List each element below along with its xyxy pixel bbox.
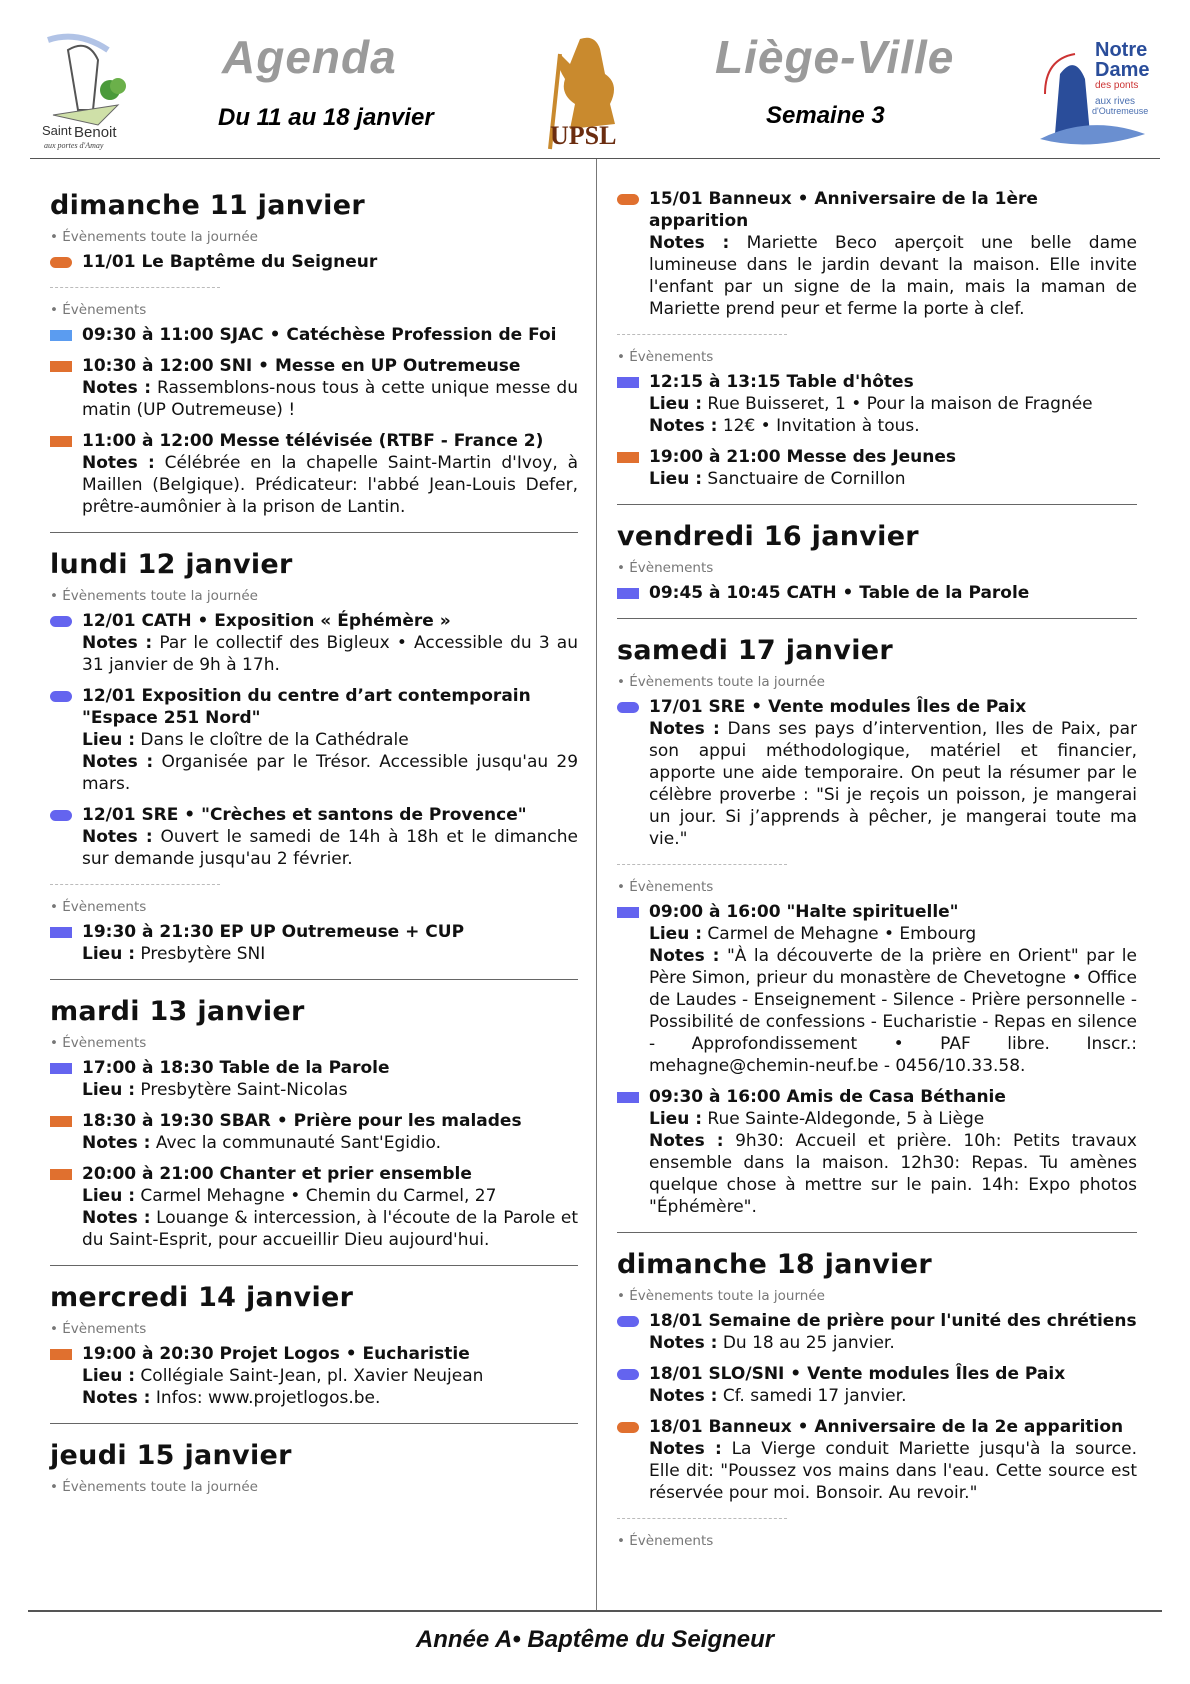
event-notes	[82, 1132, 578, 1154]
group-label: • Évènements	[617, 879, 714, 895]
group-separator	[50, 287, 220, 288]
group-label: • Évènements	[50, 899, 147, 915]
calendar-color-marker-icon	[50, 1349, 72, 1360]
group-separator	[617, 1518, 787, 1519]
detail-text: Carmel Mehagne • Chemin du Carmel, 27	[140, 1186, 497, 1206]
detail-text: Presbytère SNI	[140, 944, 266, 964]
detail-text: Rue Buisseret, 1 • Pour la maison de Fragnée	[707, 394, 1093, 414]
column-divider	[596, 159, 597, 1610]
day-section	[50, 996, 578, 1251]
detail-text: Ouvert le samedi de 14h à 18h et le dimanche sur demande jusqu'au 2 février.	[82, 827, 578, 869]
day-section	[50, 1282, 578, 1409]
svg-text:aux portes d'Amay: aux portes d'Amay	[44, 141, 104, 150]
day-divider	[50, 1423, 578, 1424]
event-item	[50, 355, 578, 421]
day-heading: dimanche 18 janvier	[617, 1249, 932, 1280]
svg-text:Notre: Notre	[1095, 39, 1148, 61]
event-title: 20:00 à 21:00 Chanter et prier ensemble	[82, 1164, 472, 1184]
detail-label: Lieu :	[82, 730, 136, 750]
event-lieu	[649, 923, 1137, 945]
event-lieu	[649, 468, 1137, 490]
event-item	[50, 610, 578, 676]
day-divider	[50, 532, 578, 533]
detail-text: Organisée par le Trésor. Accessible jusqu'au 29 mars.	[82, 752, 579, 794]
event-item	[617, 582, 1137, 604]
day-heading: mardi 13 janvier	[50, 996, 305, 1027]
event-item	[617, 1363, 1137, 1407]
event-item	[50, 685, 578, 795]
event-item	[50, 1057, 578, 1101]
day-heading: jeudi 15 janvier	[50, 1440, 292, 1471]
event-title: 09:30 à 11:00 SJAC • Catéchèse Profession de Foi	[82, 325, 557, 345]
event-title: 11/01 Le Baptême du Seigneur	[82, 252, 378, 272]
day-divider	[617, 618, 1137, 619]
day-heading: lundi 12 janvier	[50, 549, 293, 580]
event-title: 12/01 Exposition du centre d’art contemporain "Espace 251 Nord"	[82, 686, 531, 728]
event-notes	[649, 945, 1137, 1077]
detail-label: Notes :	[649, 1333, 718, 1353]
day-heading: mercredi 14 janvier	[50, 1282, 354, 1313]
detail-label: Lieu :	[82, 1186, 136, 1206]
detail-label: Notes :	[649, 1439, 722, 1459]
event-notes	[649, 1130, 1137, 1218]
event-title: 09:00 à 16:00 "Halte spirituelle"	[649, 902, 959, 922]
calendar-color-marker-icon	[617, 377, 639, 388]
event-notes	[649, 415, 1137, 437]
detail-label: Lieu :	[649, 469, 703, 489]
event-item	[50, 1110, 578, 1154]
day-heading: vendredi 16 janvier	[617, 521, 919, 552]
event-item	[617, 1310, 1137, 1354]
event-title: 17/01 SRE • Vente modules Îles de Paix	[649, 697, 1027, 717]
day-section	[50, 549, 578, 965]
detail-label: Notes :	[82, 1208, 151, 1228]
detail-label: Notes :	[82, 633, 153, 653]
event-title: 17:00 à 18:30 Table de la Parole	[82, 1058, 390, 1078]
detail-label: Notes :	[649, 1386, 718, 1406]
detail-text: Carmel de Mehagne • Embourg	[707, 924, 977, 944]
day-divider	[617, 504, 1137, 505]
calendar-color-marker-icon	[50, 1169, 72, 1180]
group-label: • Évènements	[617, 349, 714, 365]
detail-label: Lieu :	[649, 924, 703, 944]
event-notes	[82, 751, 578, 795]
header-divider	[30, 158, 1160, 159]
event-item	[50, 251, 578, 273]
event-lieu	[649, 393, 1137, 415]
svg-text:Dame: Dame	[1095, 59, 1150, 81]
event-item	[50, 430, 578, 518]
calendar-color-marker-icon	[617, 1316, 639, 1327]
event-notes	[82, 377, 578, 421]
detail-label: Lieu :	[82, 1366, 136, 1386]
detail-text: Rassemblons-nous tous à cette unique messe du matin (UP Outremeuse) !	[82, 378, 579, 420]
event-lieu	[649, 1108, 1137, 1130]
detail-text: La Vierge conduit Mariette jusqu'à la source. Elle dit: "Poussez vos mains dans l'eau. Cette source est réservée pour moi. Bonsoir. Au revoir."	[649, 1439, 1137, 1503]
calendar-color-marker-icon	[617, 1092, 639, 1103]
detail-label: Lieu :	[82, 944, 136, 964]
event-title: 18/01 SLO/SNI • Vente modules Îles de Paix	[649, 1364, 1066, 1384]
event-title: 12/01 SRE • "Crèches et santons de Provence"	[82, 805, 527, 825]
event-item	[617, 696, 1137, 850]
day-section	[617, 1249, 1137, 1549]
event-notes	[82, 1387, 578, 1409]
group-label: • Évènements	[50, 1035, 147, 1051]
group-label: • Évènements	[617, 1533, 714, 1549]
footer-divider	[28, 1610, 1162, 1612]
day-section	[617, 521, 1137, 604]
day-section	[617, 188, 1137, 490]
svg-text:des ponts: des ponts	[1095, 80, 1139, 91]
event-title: 19:00 à 21:00 Messe des Jeunes	[649, 447, 957, 467]
event-lieu	[82, 1079, 578, 1101]
group-label: • Évènements toute la journée	[617, 674, 825, 690]
event-item	[617, 446, 1137, 490]
event-item	[50, 1343, 578, 1409]
group-label: • Évènements toute la journée	[50, 1479, 258, 1495]
calendar-color-marker-icon	[50, 927, 72, 938]
day-divider	[50, 1265, 578, 1266]
calendar-color-marker-icon	[617, 702, 639, 713]
calendar-color-marker-icon	[50, 436, 72, 447]
detail-text: Collégiale Saint-Jean, pl. Xavier Neujean	[140, 1366, 484, 1386]
upsl-logo	[540, 34, 640, 152]
detail-label: Lieu :	[649, 394, 703, 414]
event-notes	[649, 232, 1137, 320]
event-item	[617, 371, 1137, 437]
event-item	[617, 1416, 1137, 1504]
calendar-color-marker-icon	[50, 810, 72, 821]
day-divider	[50, 979, 578, 980]
event-notes	[82, 632, 578, 676]
detail-label: Notes :	[649, 416, 718, 436]
event-notes	[649, 1385, 1137, 1407]
event-title: 12/01 CATH • Exposition « Éphémère »	[82, 611, 451, 631]
detail-text: Avec la communauté Sant'Egidio.	[155, 1133, 441, 1153]
detail-text: Sanctuaire de Cornillon	[707, 469, 906, 489]
calendar-color-marker-icon	[617, 907, 639, 918]
detail-text: Cf. samedi 17 janvier.	[722, 1386, 907, 1406]
detail-label: Lieu :	[649, 1109, 703, 1129]
day-divider	[617, 1232, 1137, 1233]
detail-text: Infos: www.projetlogos.be.	[155, 1388, 381, 1408]
detail-label: Notes :	[82, 752, 154, 772]
event-item	[617, 1086, 1137, 1218]
group-label: • Évènements toute la journée	[50, 588, 258, 604]
svg-text:Benoit: Benoit	[74, 124, 117, 141]
group-label: • Évènements toute la journée	[50, 229, 258, 245]
detail-label: Lieu :	[82, 1080, 136, 1100]
svg-text:aux rives: aux rives	[1095, 96, 1136, 107]
detail-text: Mariette Beco aperçoit une belle dame lumineuse dans le jardin devant la maison. Elle invite l'enfant par un signe de la main, mais la maman de Mariette prend peur et ferme la porte à clef.	[649, 233, 1137, 319]
day-section	[617, 635, 1137, 1218]
calendar-color-marker-icon	[617, 1369, 639, 1380]
svg-text:d'Outremeuse: d'Outremeuse	[1092, 106, 1149, 116]
calendar-color-marker-icon	[50, 361, 72, 372]
right-column	[617, 188, 1137, 1555]
event-lieu	[82, 729, 578, 751]
group-separator	[617, 864, 787, 865]
event-lieu	[82, 1365, 578, 1387]
left-column	[50, 180, 578, 1501]
group-separator	[617, 334, 787, 335]
date-range: Du 11 au 18 janvier	[218, 104, 434, 131]
detail-text: "À la découverte de la prière en Orient" par le Père Simon, prieur du monastère de Chevetogne • Office de Laudes - Enseignement - Silence - Prière personnelle - Possibilité de confessions - Eucharistie - Repas en silence - Approfondissement • PAF libre. Inscr.: mehagne@chemin-neuf.be - 0456/10.33.58.	[649, 946, 1137, 1076]
event-title: 19:00 à 20:30 Projet Logos • Eucharistie	[82, 1344, 470, 1364]
detail-text: 12€ • Invitation à tous.	[722, 416, 920, 436]
detail-text: Presbytère Saint-Nicolas	[140, 1080, 348, 1100]
detail-label: Notes :	[82, 378, 152, 398]
detail-text: Dans ses pays d’intervention, Iles de Paix, par son appui méthodologique, matériel et financier, apporte une aide temporaire. On peut la résumer par le célèbre proverbe : "Si je reçois un poisson, je mangerai un jour. Si j’apprends à pêcher, je mangerai toute ma vie."	[649, 719, 1137, 849]
event-title: 10:30 à 12:00 SNI • Messe en UP Outremeuse	[82, 356, 521, 376]
calendar-color-marker-icon	[50, 1116, 72, 1127]
detail-text: Rue Sainte-Aldegonde, 5 à Liège	[707, 1109, 985, 1129]
detail-text: Louange & intercession, à l'écoute de la Parole et du Saint-Esprit, pour accueillir Dieu aujourd'hui.	[82, 1208, 579, 1250]
event-title: 12:15 à 13:15 Table d'hôtes	[649, 372, 914, 392]
calendar-color-marker-icon	[50, 691, 72, 702]
calendar-color-marker-icon	[50, 257, 72, 268]
event-notes	[649, 1332, 1137, 1354]
detail-label: Notes :	[82, 1133, 151, 1153]
event-notes	[649, 1438, 1137, 1504]
saint-benoit-logo	[38, 30, 138, 150]
calendar-color-marker-icon	[50, 616, 72, 627]
event-title: 09:30 à 16:00 Amis de Casa Béthanie	[649, 1087, 1006, 1107]
event-item	[617, 188, 1137, 320]
event-notes	[82, 1207, 578, 1251]
calendar-color-marker-icon	[617, 1422, 639, 1433]
notre-dame-logo	[1030, 34, 1150, 149]
detail-text: Du 18 au 25 janvier.	[722, 1333, 895, 1353]
event-title: 18/01 Semaine de prière pour l'unité des chrétiens	[649, 1311, 1137, 1331]
group-label: • Évènements toute la journée	[617, 1288, 825, 1304]
week-number: Semaine 3	[766, 102, 885, 129]
calendar-color-marker-icon	[50, 1063, 72, 1074]
event-item	[50, 1163, 578, 1251]
calendar-color-marker-icon	[617, 588, 639, 599]
day-section	[50, 1440, 578, 1495]
event-item	[617, 901, 1137, 1077]
event-title: 11:00 à 12:00 Messe télévisée (RTBF - France 2)	[82, 431, 544, 451]
detail-label: Notes :	[649, 946, 720, 966]
day-heading: samedi 17 janvier	[617, 635, 893, 666]
agenda-title: Agenda	[222, 31, 397, 83]
liturgical-footer: Année A• Baptême du Seigneur	[415, 1626, 775, 1653]
event-lieu	[82, 1185, 578, 1207]
event-title: 19:30 à 21:30 EP UP Outremeuse + CUP	[82, 922, 465, 942]
day-section	[50, 190, 578, 518]
detail-text: Par le collectif des Bigleux • Accessible du 3 au 31 janvier de 9h à 17h.	[82, 633, 578, 675]
calendar-color-marker-icon	[50, 330, 72, 341]
detail-text: Dans le cloître de la Cathédrale	[140, 730, 409, 750]
detail-label: Notes :	[649, 1131, 724, 1151]
event-title: 18:30 à 19:30 SBAR • Prière pour les malades	[82, 1111, 522, 1131]
detail-label: Notes :	[649, 233, 730, 253]
svg-text:UPSL: UPSL	[550, 121, 617, 150]
event-notes	[649, 718, 1137, 850]
group-label: • Évènements	[50, 302, 147, 318]
event-notes	[82, 826, 578, 870]
event-item	[50, 324, 578, 346]
event-item	[50, 921, 578, 965]
group-label: • Évènements	[617, 560, 714, 576]
group-label: • Évènements	[50, 1321, 147, 1337]
detail-text: Célébrée en la chapelle Saint-Martin d'Ivoy, à Maillen (Belgique). Prédicateur: l'abbé Jean-Louis Defer, prêtre-aumônier à la prison de Lantin.	[82, 453, 578, 517]
liege-ville-title: Liège-Ville	[715, 31, 955, 83]
detail-text: 9h30: Accueil et prière. 10h: Petits travaux ensemble dans la maison. 12h30: Repas. Tu amènes quelque chose à mettre sur le pain. 14h: Expo photos "Éphémère".	[649, 1131, 1137, 1217]
event-title: 15/01 Banneux • Anniversaire de la 1ère apparition	[649, 189, 1038, 231]
calendar-color-marker-icon	[617, 194, 639, 205]
detail-label: Notes :	[649, 719, 720, 739]
detail-label: Notes :	[82, 827, 153, 847]
svg-text:Saint: Saint	[42, 123, 72, 138]
calendar-color-marker-icon	[617, 452, 639, 463]
event-title: 09:45 à 10:45 CATH • Table de la Parole	[649, 583, 1030, 603]
event-title: 18/01 Banneux • Anniversaire de la 2e apparition	[649, 1417, 1124, 1437]
event-notes	[82, 452, 578, 518]
event-lieu	[82, 943, 578, 965]
event-item	[50, 804, 578, 870]
detail-label: Notes :	[82, 453, 155, 473]
detail-label: Notes :	[82, 1388, 151, 1408]
group-separator	[50, 884, 220, 885]
day-heading: dimanche 11 janvier	[50, 190, 365, 221]
